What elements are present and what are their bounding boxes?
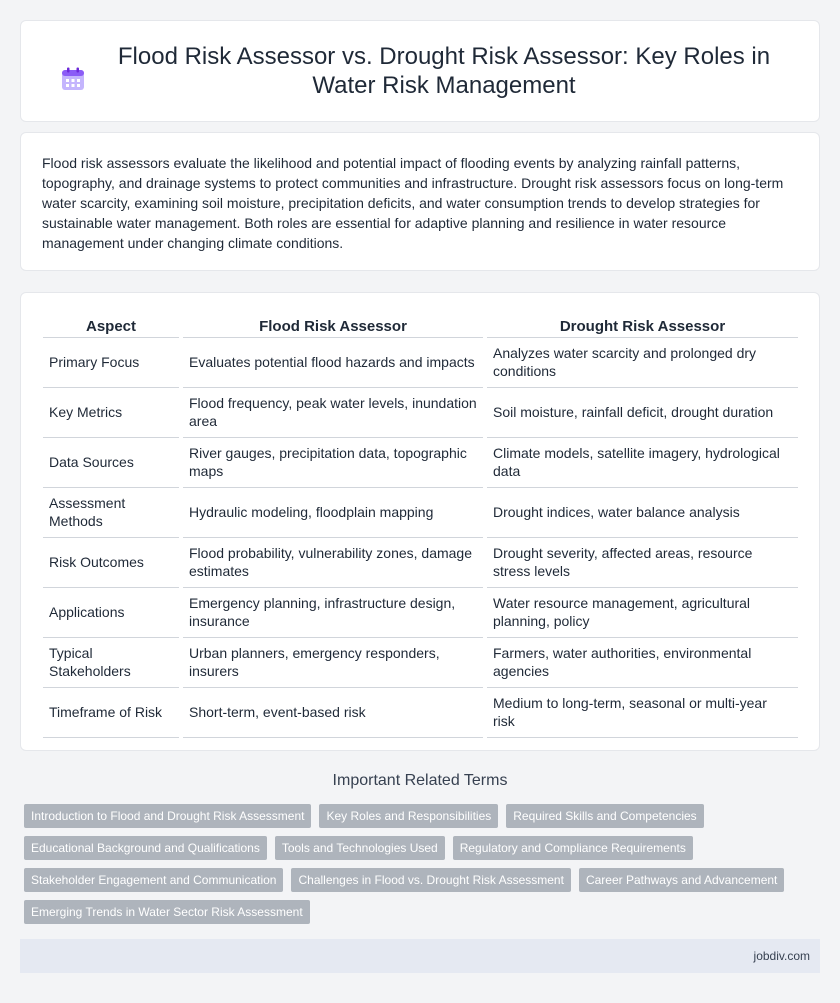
table-cell-flood: Flood probability, vulnerability zones, damage estimates — [181, 537, 485, 587]
table-row — [43, 437, 798, 487]
table-row — [43, 487, 798, 537]
table-header-row — [43, 310, 798, 337]
table-row — [43, 337, 798, 387]
comparison-card — [20, 292, 820, 751]
table-cell-drought: Climate models, satellite imagery, hydrological data — [485, 437, 798, 487]
table-cell-drought: Drought severity, affected areas, resource stress levels — [485, 537, 798, 587]
intro-card — [20, 132, 820, 271]
table-cell-flood: River gauges, precipitation data, topographic maps — [181, 437, 485, 487]
table-cell-drought: Analyzes water scarcity and prolonged dry conditions — [485, 337, 798, 387]
table-cell-aspect: Applications — [43, 587, 181, 637]
table-cell-flood: Short-term, event-based risk — [181, 687, 485, 737]
table-cell-drought: Drought indices, water balance analysis — [485, 487, 798, 537]
column-header: Aspect — [43, 310, 181, 337]
table-cell-flood: Emergency planning, infrastructure design, insurance — [181, 587, 485, 637]
related-tag-link[interactable]: Regulatory and Compliance Requirements — [453, 836, 693, 860]
related-tag-link[interactable]: Educational Background and Qualifications — [24, 836, 267, 860]
table-cell-drought: Medium to long-term, seasonal or multi-year risk — [485, 687, 798, 737]
table-cell-flood: Hydraulic modeling, floodplain mapping — [181, 487, 485, 537]
related-tag-link[interactable]: Tools and Technologies Used — [275, 836, 445, 860]
related-tags — [24, 804, 816, 924]
table-cell-aspect: Typical Stakeholders — [43, 637, 181, 687]
header-card — [20, 20, 820, 122]
related-tag-link[interactable]: Required Skills and Competencies — [506, 804, 703, 828]
table-cell-drought: Farmers, water authorities, environmental agencies — [485, 637, 798, 687]
related-tag-link[interactable]: Emerging Trends in Water Sector Risk Assessment — [24, 900, 310, 924]
table-cell-aspect: Data Sources — [43, 437, 181, 487]
table-row — [43, 537, 798, 587]
footer-site-link[interactable]: jobdiv.com — [753, 949, 810, 963]
related-tag-link[interactable]: Career Pathways and Advancement — [579, 868, 784, 892]
related-terms-title: Important Related Terms — [332, 772, 508, 789]
table-row — [43, 387, 798, 437]
table-row — [43, 587, 798, 637]
table-cell-flood: Urban planners, emergency responders, insurers — [181, 637, 485, 687]
footer — [20, 939, 820, 973]
table-cell-aspect: Key Metrics — [43, 387, 181, 437]
column-header: Drought Risk Assessor — [485, 310, 798, 337]
calendar-icon — [60, 66, 86, 92]
table-cell-flood: Flood frequency, peak water levels, inundation area — [181, 387, 485, 437]
table-row — [43, 637, 798, 687]
related-tag-link[interactable]: Key Roles and Responsibilities — [319, 804, 498, 828]
intro-paragraph: Flood risk assessors evaluate the likelihood and potential impact of flooding events by analyzing rainfall patterns, topography, and drainage systems to protect communities and infrastructure. Drought risk assessors focus on long-term water scarcity, examining soil moisture, precipitation deficits, and water consumption trends to develop strategies for sustainable water management. Both roles are essential for adaptive planning and resilience in water resource management under changing climate conditions. — [42, 155, 784, 251]
related-tag-link[interactable]: Challenges in Flood vs. Drought Risk Assessment — [291, 868, 570, 892]
table-cell-flood: Evaluates potential flood hazards and impacts — [181, 337, 485, 387]
comparison-table — [43, 310, 798, 738]
table-cell-aspect: Assessment Methods — [43, 487, 181, 537]
related-tag-link[interactable]: Introduction to Flood and Drought Risk Assessment — [24, 804, 311, 828]
table-cell-aspect: Timeframe of Risk — [43, 687, 181, 737]
column-header: Flood Risk Assessor — [181, 310, 485, 337]
page-title: Flood Risk Assessor vs. Drought Risk Assessor: Key Roles in Water Risk Management — [117, 43, 771, 99]
table-cell-aspect: Risk Outcomes — [43, 537, 181, 587]
table-cell-aspect: Primary Focus — [43, 337, 181, 387]
related-tag-link[interactable]: Stakeholder Engagement and Communication — [24, 868, 283, 892]
table-cell-drought: Water resource management, agricultural planning, policy — [485, 587, 798, 637]
table-row — [43, 687, 798, 737]
title-wrap — [60, 42, 780, 100]
table-cell-drought: Soil moisture, rainfall deficit, drought duration — [485, 387, 798, 437]
